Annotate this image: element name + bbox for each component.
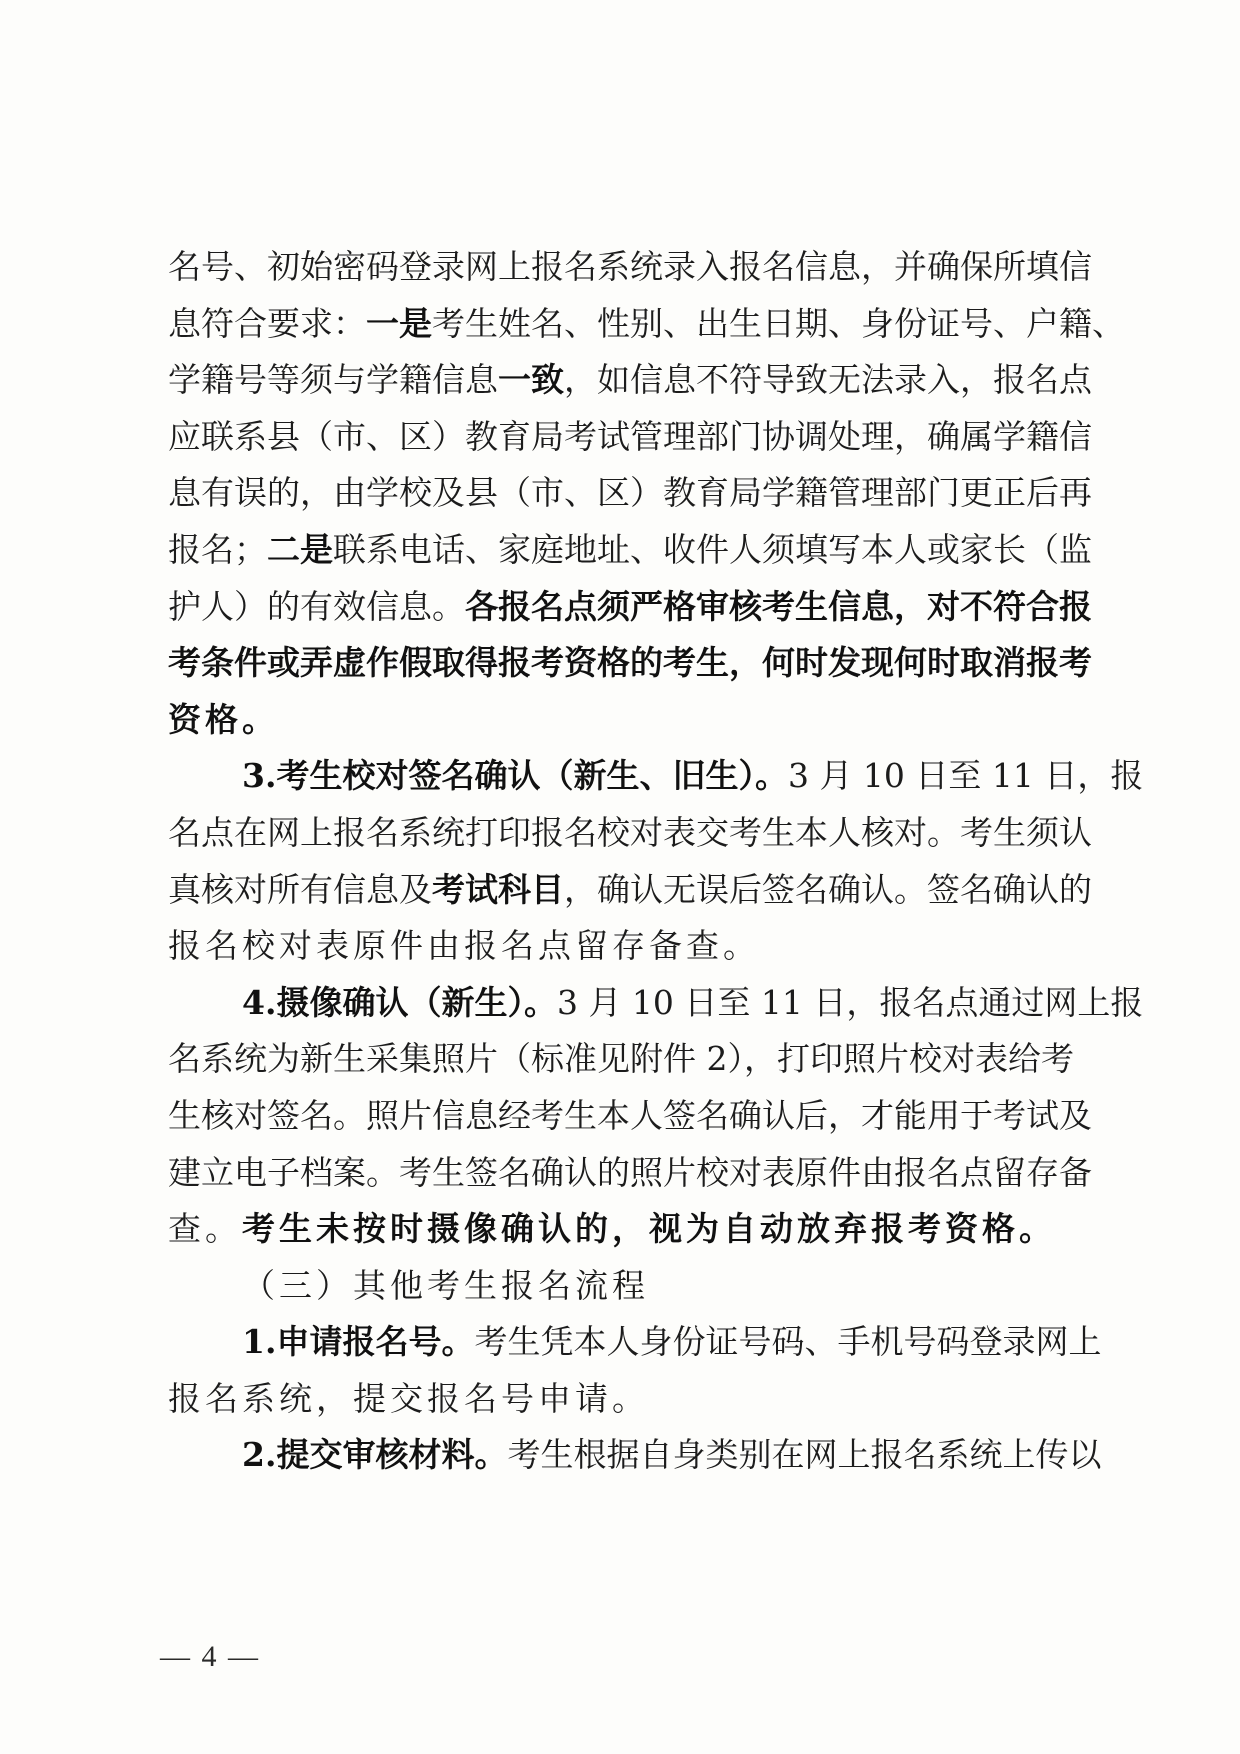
text-line	[168, 522, 1092, 579]
text-segment: 3 月 10 日至 11 日，报名点通过网上报	[556, 982, 1144, 1022]
text-segment: 报名校对表原件由报名点留存备查。	[168, 926, 760, 966]
text-segment: 报名系统，提交报名号申请。	[168, 1378, 649, 1418]
bold-text-segment: 考条件或弄虚作假取得报考资格的考生，何时发现何时取消报考	[168, 643, 1092, 683]
text-segment: 真核对所有信息及	[168, 869, 432, 909]
text-segment: 学籍号等须与学籍信息	[168, 360, 498, 400]
bold-text-segment: 资格。	[168, 699, 279, 739]
text-line	[168, 296, 1125, 353]
text-segment: 生核对签名。照片信息经考生本人签名确认后，才能用于考试及	[168, 1095, 1092, 1135]
bold-text-segment: 4.摄像确认（新生）。	[242, 982, 557, 1022]
text-segment: 3 月 10 日至 11 日，报	[787, 756, 1144, 796]
text-segment: 考生姓名、性别、出生日期、身份证号、户籍、	[432, 303, 1125, 343]
text-line	[168, 1371, 1060, 1428]
text-segment: 建立电子档案。考生签名确认的照片校对表原件由报名点留存备	[168, 1152, 1092, 1192]
body-text	[168, 239, 1144, 1484]
text-line	[168, 239, 1092, 296]
text-line	[168, 579, 1092, 636]
text-line	[168, 1145, 1092, 1202]
page-number: — 4 —	[160, 1640, 260, 1673]
bold-text-segment: 考试科目	[432, 869, 564, 909]
text-segment: 息有误的，由学校及县（市、区）教育局学籍管理部门更正后再	[168, 473, 1092, 513]
bold-text-segment: 一是	[366, 303, 432, 343]
text-line	[168, 862, 1092, 919]
text-line	[168, 409, 1092, 466]
text-line	[168, 635, 1092, 692]
text-segment: 护人）的有效信息。	[168, 586, 465, 626]
bold-text-segment: 3.考生校对签名确认（新生、旧生）。	[242, 756, 788, 796]
bold-text-segment: 二是	[267, 529, 333, 569]
text-segment: 息符合要求：	[168, 303, 366, 343]
text-segment: 名点在网上报名系统打印报名校对表交考生本人核对。考生须认	[168, 812, 1092, 852]
text-segment: 报名；	[168, 529, 267, 569]
text-segment: 应联系县（市、区）教育局考试管理部门协调处理，确属学籍信	[168, 416, 1092, 456]
text-line	[168, 1314, 1102, 1371]
text-segment: 联系电话、家庭地址、收件人须填写本人或家长（监	[333, 529, 1092, 569]
text-segment: 名号、初始密码登录网上报名系统录入报名信息，并确保所填信	[168, 247, 1092, 286]
text-line	[168, 1427, 1102, 1484]
bold-text-segment: 1.申请报名号。	[242, 1322, 475, 1362]
text-line	[168, 1031, 1074, 1088]
text-segment: ，确认无误后签名确认。签名确认的	[564, 869, 1092, 909]
bold-text-segment: 2.提交审核材料。	[242, 1435, 508, 1475]
text-segment: ，如信息不符导致无法录入，报名点	[564, 360, 1092, 400]
text-line	[168, 975, 1144, 1032]
text-segment: 考生凭本人身份证号码、手机号码登录网上	[474, 1322, 1102, 1362]
text-line	[168, 918, 1060, 975]
text-segment: 名系统为新生采集照片（标准见附件 2），打印照片校对表给考	[168, 1039, 1074, 1079]
bold-text-segment: 各报名点须严格审核考生信息，对不符合报	[465, 586, 1092, 626]
bold-text-segment: 考生未按时摄像确认的，视为自动放弃报考资格。	[242, 1209, 1056, 1249]
text-line	[168, 692, 1060, 749]
text-segment: 考生根据自身类别在网上报名系统上传以	[507, 1435, 1102, 1475]
text-line	[168, 1201, 1060, 1258]
text-line	[168, 352, 1092, 409]
text-line	[168, 1088, 1092, 1145]
text-segment: 查。	[168, 1209, 242, 1249]
text-line	[168, 1258, 1060, 1315]
text-segment: （三）其他考生报名流程	[242, 1265, 649, 1305]
text-line	[168, 465, 1092, 522]
text-line	[168, 805, 1092, 862]
bold-text-segment: 一致	[498, 360, 564, 400]
text-line	[168, 748, 1144, 805]
